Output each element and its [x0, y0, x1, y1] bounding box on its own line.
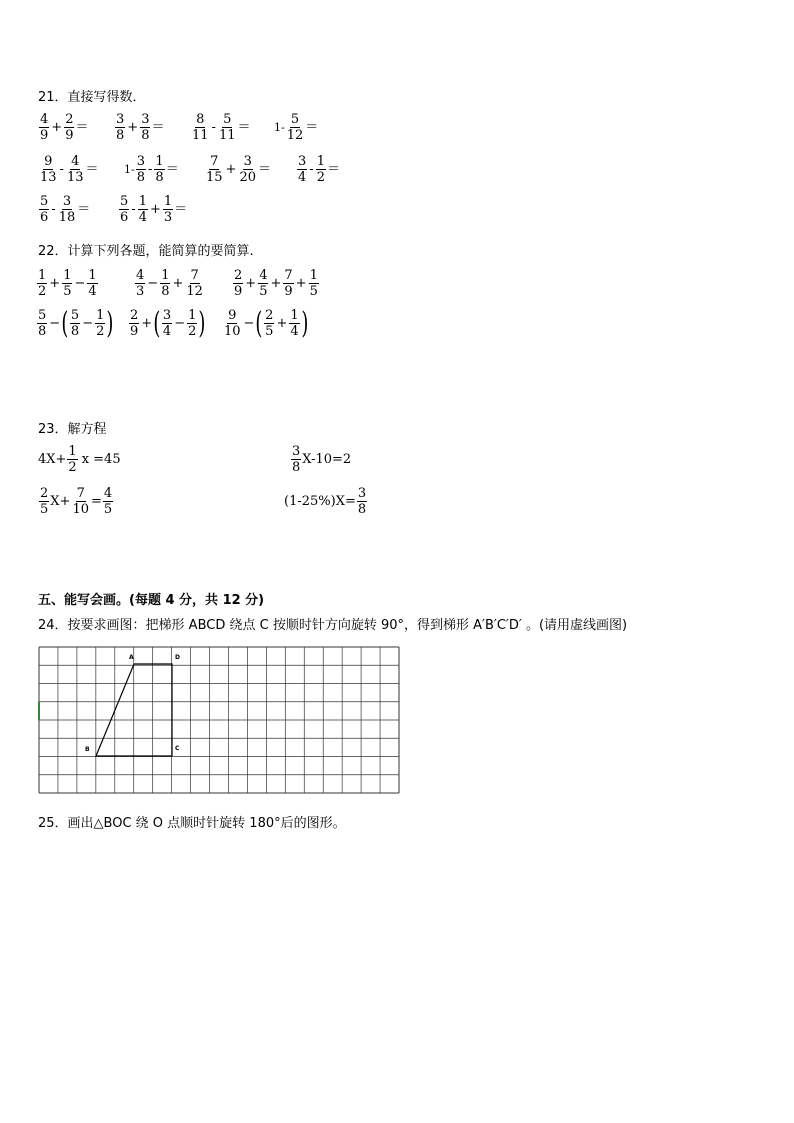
q21-r3-e1: $\frac{5}{6}$ - $\frac{3}{18}$ ＝ — [40, 194, 91, 225]
q23-eq1: 4X+ $\frac{1}{2}$ x =45 — [38, 444, 121, 475]
q22-r1-e2: $\frac{4}{3}$ − $\frac{1}{8}$ + $\frac{7}{12}$ — [136, 268, 203, 299]
q21-r3-e2: $\frac{5}{6}$ - $\frac{1}{4}$ + $\frac{1}{3}$ ＝ — [120, 194, 188, 225]
q22-r1-e1: $\frac{1}{2}$ + $\frac{1}{5}$ − $\frac{1}{4}$ — [38, 268, 97, 299]
q21-r1-e4: 1- $\frac{5}{12}$ ＝ — [274, 112, 319, 143]
q24-title: 24．按要求画图：把梯形 ABCD 绕点 C 按顺时针方向旋转 90°，得到梯形 A′B′C′D′ 。(请用虚线画图) — [38, 618, 628, 633]
q21-title: 21．直接写得数． — [38, 90, 146, 105]
label-d: D — [175, 654, 180, 661]
q22-r2-e2: $\frac{2}{9}$ + ( $\frac{3}{4}$ − $\frac{1}{2}$ ) — [130, 305, 206, 341]
q25-title: 25．画出△BOC 绕 O 点顺时针旋转 180°后的图形。 — [38, 816, 346, 831]
q21-r2-e1: $\frac{9}{13}$ - $\frac{4}{13}$ ＝ — [40, 154, 99, 185]
section5-title: 五、能写会画。(每题 4 分，共 12 分) — [38, 593, 265, 608]
q22-title: 22．计算下列各题，能简算的要简算. — [38, 244, 254, 259]
q21-r1-e2: $\frac{3}{8}$ + $\frac{3}{8}$ ＝ — [116, 112, 165, 143]
q24-grid — [38, 646, 400, 794]
q21-r2-e2: 1- $\frac{3}{8}$ - $\frac{1}{8}$ ＝ — [124, 154, 179, 185]
q21-r2-e4: $\frac{3}{4}$ - $\frac{1}{2}$ ＝ — [298, 154, 340, 185]
q21-r2-e3: $\frac{7}{15}$ + $\frac{3}{20}$ ＝ — [206, 154, 272, 185]
grid-lines — [39, 647, 399, 793]
q23-eq4: (1-25%)X= $\frac{3}{8}$ — [284, 486, 367, 517]
q23-title: 23．解方程 — [38, 422, 107, 437]
label-a: A — [129, 654, 134, 661]
label-b: B — [85, 746, 90, 753]
label-c: C — [175, 745, 180, 752]
q22-r2-e1: $\frac{5}{8}$ − ( $\frac{5}{8}$ − $\frac{1}{2}$ ) — [38, 305, 114, 341]
q23-eq3: $\frac{2}{5}$ X+ $\frac{7}{10}$ = $\frac{4}{5}$ — [40, 486, 113, 517]
q21-r1-e3: $\frac{8}{11}$ - $\frac{5}{11}$ ＝ — [192, 112, 251, 143]
q22-r2-e3: $\frac{9}{10}$ − ( $\frac{2}{5}$ + $\frac{1}{4}$ ) — [224, 305, 309, 341]
q22-r1-e3: $\frac{2}{9}$ + $\frac{4}{5}$ + $\frac{7}{9}$ + $\frac{1}{5}$ — [234, 268, 318, 299]
q23-eq2: $\frac{3}{8}$ X-10=2 — [292, 444, 352, 475]
q21-r1-e1: $\frac{4}{9}$ + $\frac{2}{9}$ ＝ — [40, 112, 89, 143]
